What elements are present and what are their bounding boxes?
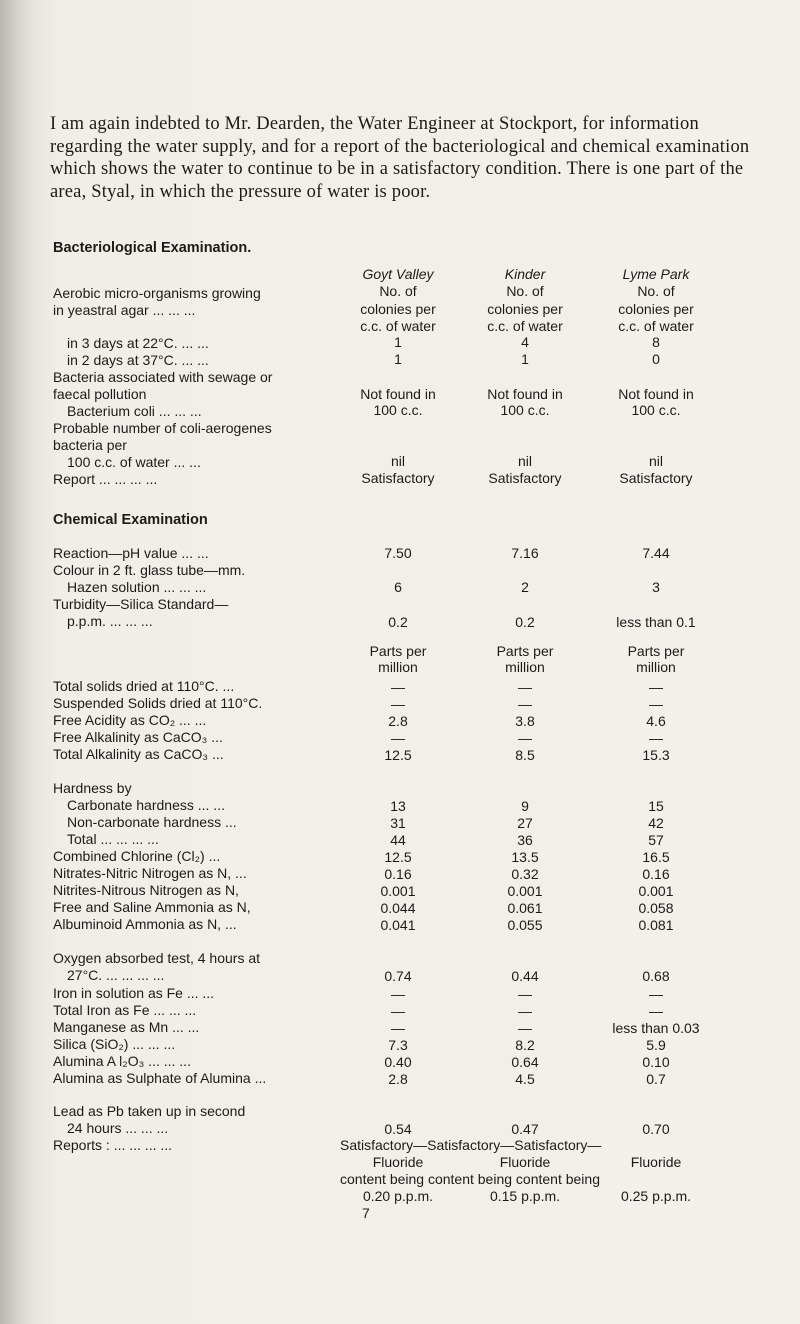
cell-value: 0.061 <box>507 900 543 916</box>
cell-value: 100 c.c. <box>631 402 681 418</box>
col-header-line1: No. of <box>379 283 417 299</box>
cell-value: 0.47 <box>511 1121 539 1137</box>
row-label: Hazen solution ... ... ... <box>67 579 207 595</box>
row-label: faecal pollution <box>53 386 147 402</box>
cell-value: 0.54 <box>384 1121 412 1137</box>
reports-line: Fluoride <box>499 1154 551 1170</box>
cell-value: 6 <box>394 579 402 595</box>
cell-value: 13.5 <box>511 849 539 865</box>
cell-value: 31 <box>390 815 406 831</box>
row-label: in 3 days at 22°C. ... ... <box>67 335 209 351</box>
row-label: Reports : ... ... ... ... <box>53 1137 173 1153</box>
reports-line: 0.15 p.p.m. <box>489 1188 561 1204</box>
cell-value: — <box>518 1020 532 1036</box>
page-number: 7 <box>362 1205 370 1221</box>
row-label: Lead as Pb taken up in second <box>53 1103 246 1119</box>
col-header-line2: colonies per <box>618 301 694 317</box>
cell-value: — <box>518 730 532 746</box>
cell-value: 8.2 <box>515 1037 535 1053</box>
cell-value: 16.5 <box>642 849 670 865</box>
cell-value: — <box>649 1003 663 1019</box>
col-header-line1: No. of <box>637 283 675 299</box>
row-label: Silica (SiO₂) ... ... ... <box>53 1036 176 1052</box>
row-label: Nitrites-Nitrous Nitrogen as N, <box>53 882 239 898</box>
cell-value: 7.50 <box>384 545 412 561</box>
row-label: 27°C. ... ... ... ... <box>67 967 165 983</box>
cell-value: 8 <box>652 334 660 350</box>
col-header-line1: No. of <box>506 283 544 299</box>
cell-value: 2 <box>521 579 529 595</box>
cell-value: 1 <box>394 334 402 350</box>
cell-value: 7.16 <box>511 545 539 561</box>
cell-value: — <box>649 730 663 746</box>
cell-value: 0.001 <box>507 883 543 899</box>
row-label: 24 hours ... ... ... <box>67 1120 169 1136</box>
row-label: bacteria per <box>53 437 127 453</box>
row-label: Bacterium coli ... ... ... <box>67 403 202 419</box>
unit-header: million <box>505 659 545 675</box>
bacteriological-heading: Bacteriological Examination. <box>53 240 252 256</box>
row-label: Reaction—pH value ... ... <box>53 545 209 561</box>
cell-value: 13 <box>390 798 406 814</box>
cell-value: nil <box>390 453 405 469</box>
cell-value: — <box>518 1003 532 1019</box>
cell-value: 0.055 <box>507 917 543 933</box>
cell-value: 4 <box>521 334 529 350</box>
cell-value: 0.2 <box>515 614 535 630</box>
cell-value: 7.3 <box>388 1037 408 1053</box>
row-label: Turbidity—Silica Standard— <box>53 596 229 612</box>
cell-value: Not found in <box>487 386 563 402</box>
row-label: Probable number of coli-aerogenes <box>53 420 272 436</box>
row-label: Oxygen absorbed test, 4 hours at <box>53 950 261 966</box>
row-label: Suspended Solids dried at 110°C. <box>53 695 263 711</box>
cell-value: 15 <box>648 798 664 814</box>
cell-value: 36 <box>517 832 533 848</box>
cell-value: 0.081 <box>638 917 674 933</box>
row-label: Nitrates-Nitric Nitrogen as N, ... <box>53 865 247 881</box>
cell-value: 0.001 <box>380 883 416 899</box>
col-header-line3: c.c. of water <box>618 318 694 334</box>
cell-value: — <box>391 1020 405 1036</box>
col-header-line2: colonies per <box>487 301 563 317</box>
row-label: Carbonate hardness ... ... <box>67 797 225 813</box>
cell-value: less than 0.1 <box>616 614 696 630</box>
cell-value: 0.32 <box>511 866 539 882</box>
row-label: Albuminoid Ammonia as N, ... <box>53 916 237 932</box>
reports-line: 0.20 p.p.m. <box>362 1188 434 1204</box>
row-label: Report ... ... ... ... <box>53 471 158 487</box>
cell-value: — <box>518 986 532 1002</box>
col-header-line3: c.c. of water <box>360 318 436 334</box>
cell-value: 15.3 <box>642 747 670 763</box>
row-label: Free Alkalinity as CaCO₃ ... <box>53 729 223 745</box>
row-label: Alumina as Sulphate of Alumina ... <box>53 1070 267 1086</box>
col-lyme-park: Lyme Park <box>622 266 690 282</box>
col-goyt-valley: Goyt Valley <box>362 266 434 282</box>
aerobic-label: Aerobic micro-organisms growing <box>53 285 261 301</box>
cell-value: Satisfactory <box>361 470 435 486</box>
cell-value: 4.6 <box>646 713 666 729</box>
cell-value: 0.001 <box>638 883 674 899</box>
cell-value: 57 <box>648 832 664 848</box>
unit-header: Parts per <box>369 643 427 659</box>
cell-value: 0.68 <box>642 968 670 984</box>
cell-value: nil <box>648 453 663 469</box>
cell-value: 0.10 <box>642 1054 670 1070</box>
row-label: Total Iron as Fe ... ... ... <box>53 1002 197 1018</box>
cell-value: 0.2 <box>388 614 408 630</box>
col-kinder: Kinder <box>504 266 546 282</box>
cell-value: 0.74 <box>384 968 412 984</box>
intro-paragraph: I am again indebted to Mr. Dearden, the Water Engineer at Stockport, for information regarding the water supply, and for a report of the bacteriological and chemical examination which shows the water to continue to be in a satisfactory condition. There is one part of the area, Styal, in which the pressure of water is poor. <box>50 114 750 202</box>
col-header-line2: colonies per <box>360 301 436 317</box>
cell-value: 0.044 <box>380 900 416 916</box>
reports-line: Fluoride <box>372 1154 424 1170</box>
reports-line: Satisfactory—Satisfactory—Satisfactory— <box>340 1137 602 1153</box>
cell-value: — <box>391 696 405 712</box>
cell-value: 0.16 <box>642 866 670 882</box>
cell-value: 2.8 <box>388 713 408 729</box>
cell-value: 44 <box>390 832 406 848</box>
cell-value: Satisfactory <box>619 470 693 486</box>
cell-value: 100 c.c. <box>373 402 423 418</box>
unit-header: Parts per <box>627 643 685 659</box>
row-label: Iron in solution as Fe ... ... <box>53 985 215 1001</box>
cell-value: 0.40 <box>384 1054 412 1070</box>
cell-value: 0.7 <box>646 1071 666 1087</box>
cell-value: 4.5 <box>515 1071 535 1087</box>
cell-value: 8.5 <box>515 747 535 763</box>
cell-value: less than 0.03 <box>612 1020 700 1036</box>
cell-value: 9 <box>521 798 529 814</box>
reports-line: content being content being content being <box>340 1171 600 1187</box>
cell-value: 27 <box>517 815 533 831</box>
cell-value: 12.5 <box>384 849 412 865</box>
row-label: Non-carbonate hardness ... <box>67 814 237 830</box>
cell-value: — <box>518 679 532 695</box>
cell-value: 1 <box>394 351 402 367</box>
row-label: Free and Saline Ammonia as N, <box>53 899 251 915</box>
cell-value: Satisfactory <box>488 470 562 486</box>
cell-value: 0.64 <box>511 1054 539 1070</box>
cell-value: nil <box>517 453 532 469</box>
row-label: p.p.m. ... ... ... <box>67 613 153 629</box>
cell-value: — <box>649 679 663 695</box>
row-label: 100 c.c. of water ... ... <box>67 454 201 470</box>
row-label: Manganese as Mn ... ... <box>53 1019 200 1035</box>
cell-value: — <box>649 986 663 1002</box>
cell-value: — <box>391 1003 405 1019</box>
row-label: Combined Chlorine (Cl₂) ... <box>53 848 221 864</box>
row-label: Bacteria associated with sewage or <box>53 369 273 385</box>
row-label: Colour in 2 ft. glass tube—mm. <box>53 562 246 578</box>
chemical-heading: Chemical Examination <box>53 512 208 528</box>
cell-value: — <box>518 696 532 712</box>
cell-value: 12.5 <box>384 747 412 763</box>
cell-value: 0.44 <box>511 968 539 984</box>
cell-value: 42 <box>648 815 664 831</box>
row-label: Total ... ... ... ... <box>67 831 159 847</box>
cell-value: 0.041 <box>380 917 416 933</box>
cell-value: Not found in <box>618 386 694 402</box>
cell-value: 0.058 <box>638 900 674 916</box>
cell-value: 0 <box>652 351 660 367</box>
cell-value: — <box>391 679 405 695</box>
row-label: Hardness by <box>53 780 132 796</box>
cell-value: — <box>391 730 405 746</box>
reports-line: 0.25 p.p.m. <box>620 1188 692 1204</box>
aerobic-label-line2: in yeastral agar ... ... ... <box>53 302 196 318</box>
row-label: Alumina A l₂O₃ ... ... ... <box>53 1053 191 1069</box>
row-label: Total Alkalinity as CaCO₃ ... <box>53 746 224 762</box>
col-header-line3: c.c. of water <box>487 318 563 334</box>
unit-header: Parts per <box>496 643 554 659</box>
row-label: Free Acidity as CO₂ ... ... <box>53 712 207 728</box>
cell-value: 5.9 <box>646 1037 666 1053</box>
cell-value: — <box>649 696 663 712</box>
cell-value: 3.8 <box>515 713 535 729</box>
cell-value: Not found in <box>360 386 436 402</box>
cell-value: 100 c.c. <box>500 402 550 418</box>
cell-value: — <box>391 986 405 1002</box>
unit-header: million <box>636 659 676 675</box>
reports-line: Fluoride <box>630 1154 682 1170</box>
cell-value: 2.8 <box>388 1071 408 1087</box>
cell-value: 3 <box>652 579 660 595</box>
unit-header: million <box>378 659 418 675</box>
cell-value: 1 <box>521 351 529 367</box>
cell-value: 7.44 <box>642 545 670 561</box>
cell-value: 0.16 <box>384 866 412 882</box>
cell-value: 0.70 <box>642 1121 670 1137</box>
row-label: in 2 days at 37°C. ... ... <box>67 352 209 368</box>
row-label: Total solids dried at 110°C. ... <box>53 678 235 694</box>
